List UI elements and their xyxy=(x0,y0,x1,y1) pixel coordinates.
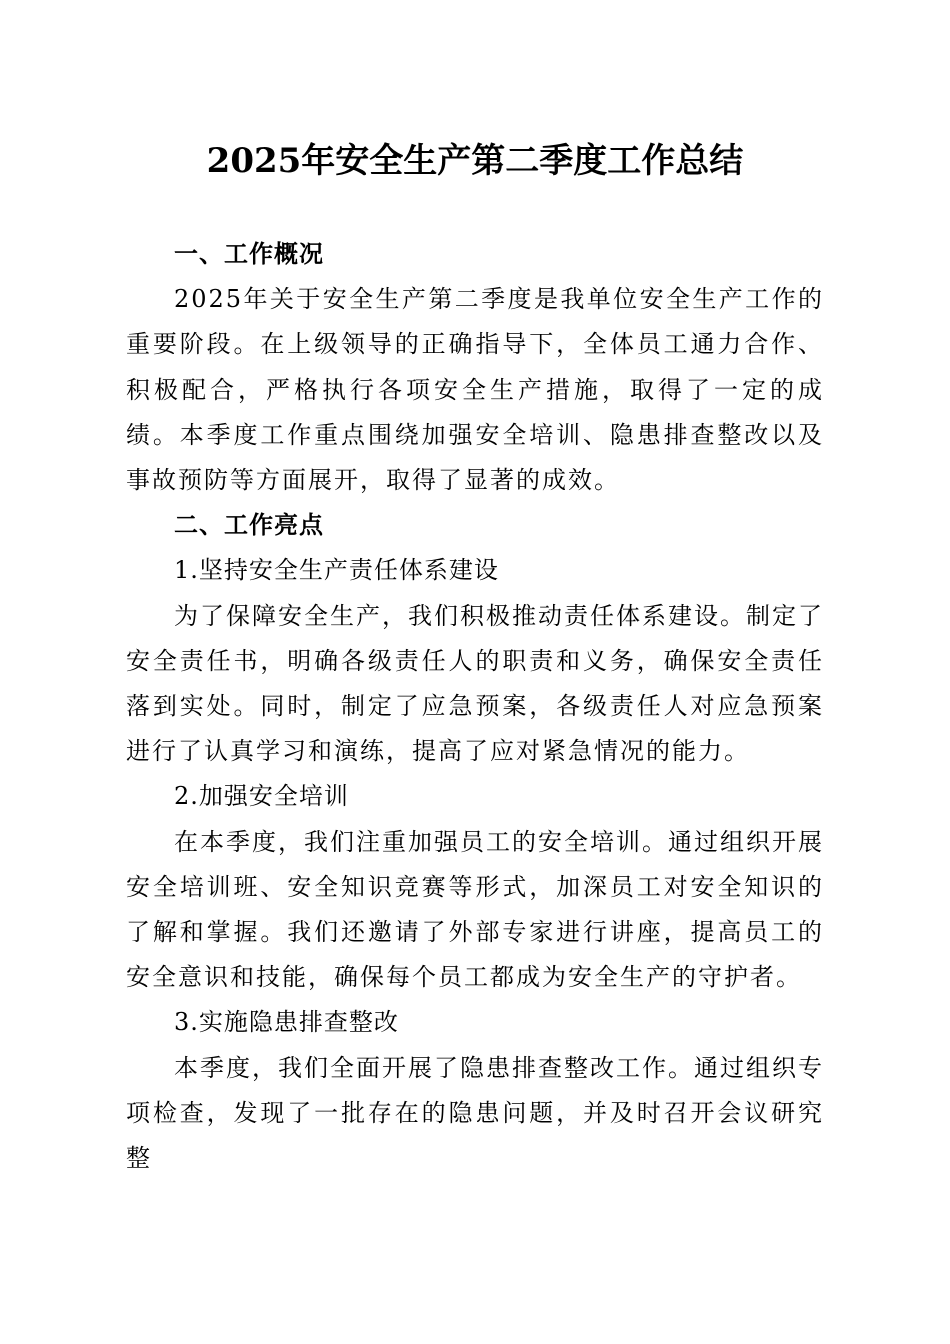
section-heading-highlights: 二、工作亮点 xyxy=(174,511,324,540)
paragraph-responsibility: 为了保障安全生产，我们积极推动责任体系建设。制定了安全责任书，明确各级责任人的职责和义务，确保安全责任落到实处。同时，制定了应急预案，各级责任人对应急预案进行了认真学习和演练，提高了应对紧急情况的能力。 xyxy=(126,601,824,766)
paragraph-hazard-inspection: 本季度，我们全面开展了隐患排查整改工作。通过组织专项检查，发现了一批存在的隐患问题，并及时召开会议研究整 xyxy=(126,1053,824,1173)
document-title: 2025年安全生产第二季度工作总结 xyxy=(206,141,744,181)
section-heading-overview: 一、工作概况 xyxy=(174,240,324,268)
subheading-hazard-inspection: 3.实施隐患排查整改 xyxy=(174,1008,399,1037)
paragraph-overview: 2025年关于安全生产第二季度是我单位安全生产工作的重要阶段。在上级领导的正确指导下，全体员工通力合作、积极配合，严格执行各项安全生产措施，取得了一定的成绩。本季度工作重点围绕加强安全培训、隐患排查整改以及事故预防等方面展开，取得了显著的成效。 xyxy=(126,285,824,495)
subheading-training: 2.加强安全培训 xyxy=(174,782,349,811)
paragraph-training: 在本季度，我们注重加强员工的安全培训。通过组织开展安全培训班、安全知识竞赛等形式，加深员工对安全知识的了解和掌握。我们还邀请了外部专家进行讲座，提高员工的安全意识和技能，确保每个员工都成为安全生产的守护者。 xyxy=(126,827,824,992)
subheading-responsibility: 1.坚持安全生产责任体系建设 xyxy=(174,556,499,585)
document-body xyxy=(126,232,824,1181)
